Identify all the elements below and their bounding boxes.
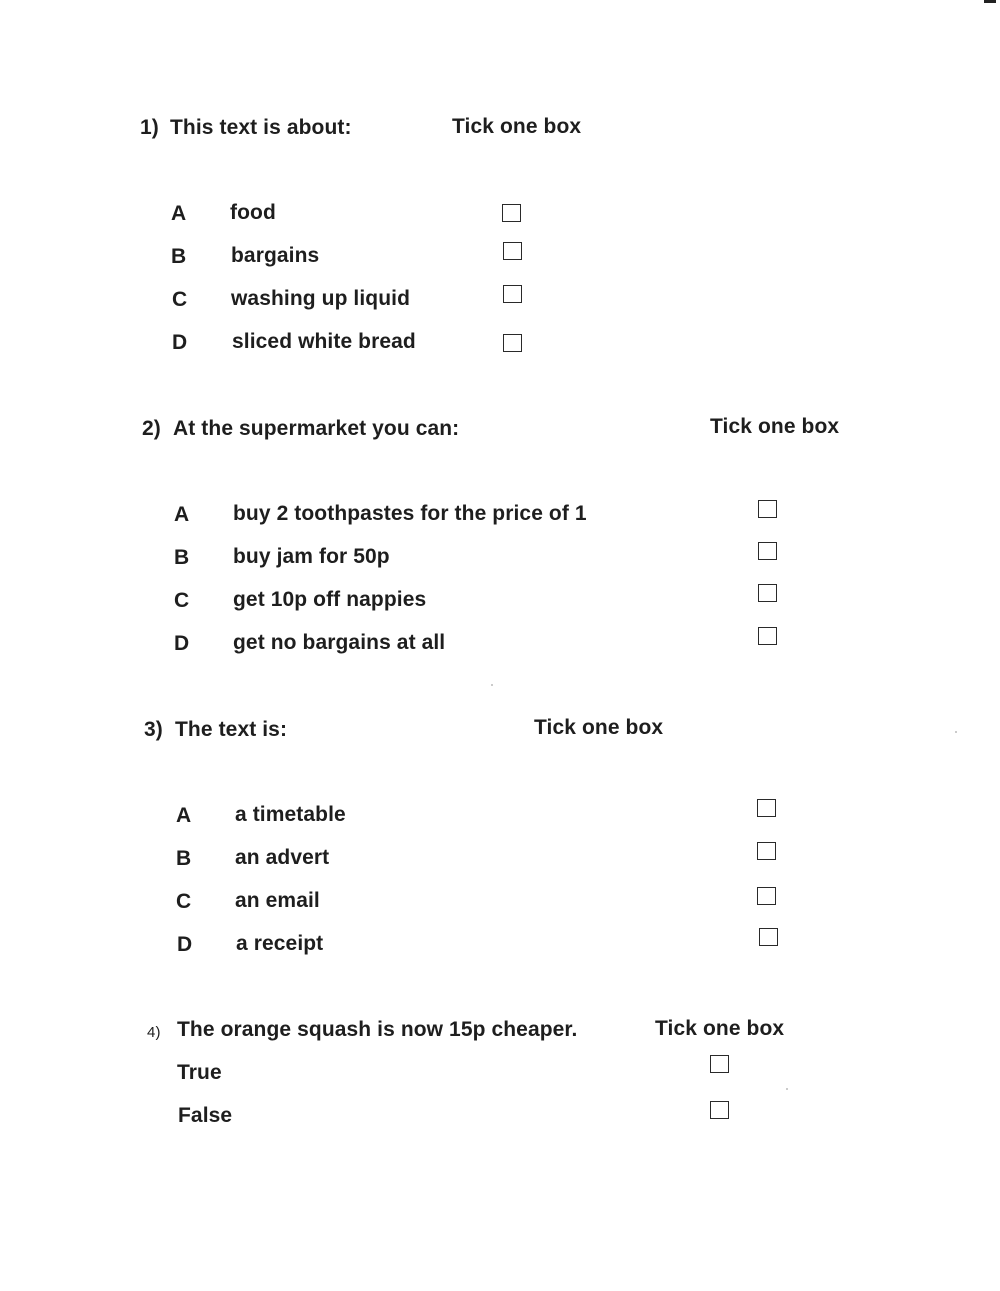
- scan-speck: [786, 1088, 788, 1090]
- option-text: True: [177, 1061, 222, 1084]
- option-letter: A: [171, 202, 187, 225]
- option-checkbox[interactable]: [710, 1055, 729, 1073]
- option-checkbox[interactable]: [502, 204, 521, 222]
- option-checkbox[interactable]: [758, 500, 777, 518]
- option-letter: D: [174, 632, 190, 655]
- option-text: washing up liquid: [231, 287, 411, 310]
- option-text: an advert: [235, 846, 330, 869]
- option-checkbox[interactable]: [757, 799, 776, 817]
- question-number: 4): [147, 1024, 161, 1041]
- scan-corner-mark: [984, 0, 996, 3]
- option-letter: D: [172, 331, 188, 354]
- option-text: food: [230, 201, 276, 224]
- question-number: 3): [144, 718, 163, 741]
- option-letter: A: [176, 804, 192, 827]
- option-text: get no bargains at all: [233, 631, 446, 654]
- option-letter: C: [174, 589, 190, 612]
- option-checkbox[interactable]: [757, 887, 776, 905]
- option-checkbox[interactable]: [503, 334, 522, 352]
- tick-instruction: Tick one box: [452, 115, 582, 138]
- option-text: sliced white bread: [232, 330, 416, 353]
- option-letter: A: [174, 503, 190, 526]
- tick-instruction: Tick one box: [655, 1017, 785, 1040]
- option-checkbox[interactable]: [759, 928, 778, 946]
- scan-speck: [491, 684, 493, 686]
- option-checkbox[interactable]: [758, 627, 777, 645]
- option-text: buy 2 toothpastes for the price of 1: [233, 502, 587, 525]
- option-text: False: [178, 1104, 233, 1127]
- option-letter: D: [177, 933, 193, 956]
- option-text: a receipt: [236, 932, 324, 955]
- option-checkbox[interactable]: [758, 542, 777, 560]
- question-number: 2): [142, 417, 161, 440]
- option-checkbox[interactable]: [503, 242, 522, 260]
- option-letter: B: [174, 546, 190, 569]
- question-text: The text is:: [175, 718, 288, 741]
- option-letter: B: [171, 245, 187, 268]
- option-checkbox[interactable]: [757, 842, 776, 860]
- question-text: This text is about:: [170, 116, 352, 139]
- question-text: At the supermarket you can:: [173, 417, 460, 440]
- option-checkbox[interactable]: [503, 285, 522, 303]
- option-text: get 10p off nappies: [233, 588, 427, 611]
- question-text: The orange squash is now 15p cheaper.: [177, 1018, 578, 1041]
- option-checkbox[interactable]: [758, 584, 777, 602]
- question-number: 1): [140, 116, 159, 139]
- option-checkbox[interactable]: [710, 1101, 729, 1119]
- tick-instruction: Tick one box: [534, 716, 664, 739]
- option-text: buy jam for 50p: [233, 545, 390, 568]
- option-letter: C: [176, 890, 192, 913]
- option-text: bargains: [231, 244, 320, 267]
- option-letter: C: [172, 288, 188, 311]
- option-text: an email: [235, 889, 320, 912]
- scan-speck: [955, 731, 957, 733]
- option-text: a timetable: [235, 803, 346, 826]
- option-letter: B: [176, 847, 192, 870]
- tick-instruction: Tick one box: [710, 415, 840, 438]
